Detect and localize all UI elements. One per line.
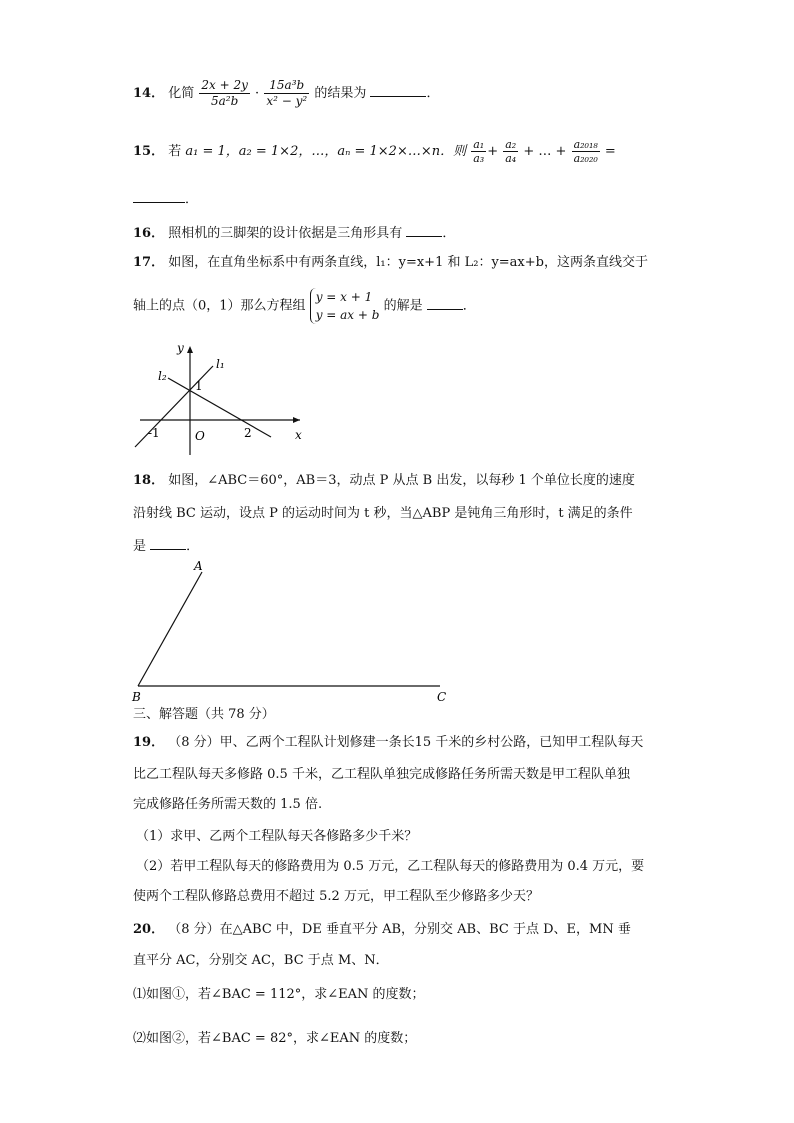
fraction-denominator: x² − y² bbox=[266, 94, 308, 108]
figure-17-coordinate-graph bbox=[130, 340, 310, 460]
question-20 bbox=[133, 921, 631, 939]
question-19 bbox=[133, 734, 643, 752]
question-15: 15． 若 a₁ = 1，a₂ = 1×2，…，aₙ = 1×2×…×n．则 $\frac{\text{a₁}}{\text{a₃}}$ + $\frac{\text{a₂}}{\text{a₄}}$ + … + $\frac{\text{a₂₀₁₈}}{\text{a₂₀₂₀}}$ = bbox=[133, 138, 616, 165]
question-18 bbox=[133, 472, 635, 490]
question-19-part1: （1）求甲、乙两个工程队每天各修路多少千米？ bbox=[136, 829, 418, 844]
origin-label: O bbox=[195, 429, 205, 443]
question-tail: 的解是 bbox=[383, 298, 423, 314]
question-18-line3: 是 ． bbox=[133, 539, 200, 554]
question-line: （8 分）甲、乙两个工程队计划修建一条长15 千米的乡村公路，已知甲工程队每天 bbox=[168, 735, 644, 750]
question-text: 照相机的三脚架的设计依据是三角形具有 bbox=[168, 226, 403, 241]
equation-2: y = ax + b bbox=[315, 308, 380, 322]
question-14: 14． 化简 $\frac{2x + 2y}{\text{5a²b}}$ · $\frac{\text{15a³b}}{\text{x² − y²}}$ 的结果为 ． bbox=[133, 78, 440, 108]
equation-system bbox=[310, 288, 380, 324]
question-number: 19． bbox=[133, 735, 165, 750]
question-17 bbox=[133, 254, 648, 272]
point-c-label: C bbox=[437, 690, 447, 704]
question-18-line2 bbox=[133, 505, 633, 523]
sequence-definition: a₁ = 1，a₂ = 1×2，…，aₙ = 1×2×…×n．则 bbox=[185, 144, 467, 159]
fraction-2 bbox=[264, 78, 309, 109]
fraction-1 bbox=[199, 78, 250, 109]
question-19-line2: 比乙工程队每天多修路 0.5 千米，乙工程队单独完成修路任务所需天数是甲工程队单独 bbox=[133, 767, 630, 782]
question-number: 18． bbox=[133, 473, 165, 488]
question-15-answer: ． bbox=[133, 190, 198, 209]
question-line: 沿射线 BC 运动，设点 P 的运动时间为 t 秒，当△ABP 是钝角三角形时，t 满足的条件 bbox=[133, 506, 633, 521]
sum-term-2 bbox=[503, 138, 518, 165]
l2-label: l₂ bbox=[158, 369, 167, 383]
question-number: 20． bbox=[133, 922, 165, 937]
y-axis-arrow bbox=[187, 346, 193, 353]
question-number: 16． bbox=[133, 226, 165, 241]
ellipsis-term: + … + bbox=[523, 144, 567, 159]
equation-1: y = x + 1 bbox=[315, 290, 373, 304]
question-line: 是 bbox=[133, 539, 147, 554]
question-19-part2-cont: 使两个工程队修路总费用不超过 5.2 万元，甲工程队至少修路多少天？ bbox=[133, 889, 539, 904]
tick-label-1: 1 bbox=[195, 379, 203, 393]
point-a-label: A bbox=[194, 559, 203, 573]
question-line: 如图，∠ABC＝60°，AB＝3，动点 P 从点 B 出发，以每秒 1 个单位长度的速度 bbox=[168, 473, 635, 488]
line-l2 bbox=[168, 378, 271, 437]
question-line: （8 分）在△ABC 中，DE 垂直平分 AB，分别交 AB、BC 于点 D、E，MN 垂 bbox=[168, 922, 631, 937]
segment-ab bbox=[138, 572, 202, 686]
tick-label-neg1: -1 bbox=[148, 426, 160, 440]
section-header: 三、解答题（共 78 分） bbox=[133, 707, 275, 722]
answer-blank bbox=[133, 190, 185, 203]
question-17-line2: 轴上的点（0，1）那么方程组 y = x + 1 y = ax + b 的解是 ． bbox=[133, 290, 476, 322]
question-lead: 若 bbox=[168, 144, 182, 159]
fraction-denominator: 5a²b bbox=[211, 94, 239, 108]
x-axis-arrow bbox=[293, 417, 300, 423]
fraction-numerator: 2x + 2y bbox=[201, 78, 248, 92]
sum-term-1 bbox=[471, 138, 486, 165]
l1-label: l₁ bbox=[216, 357, 225, 371]
question-16: 16． 照相机的三脚架的设计依据是三角形具有 ． bbox=[133, 226, 456, 241]
question-19-line3: 完成修路任务所需天数的 1.5 倍. bbox=[133, 797, 323, 812]
question-number: 14． bbox=[133, 86, 165, 101]
answer-blank bbox=[406, 224, 442, 237]
question-lead: 化简 bbox=[168, 86, 195, 101]
tick-label-2: 2 bbox=[244, 426, 252, 440]
x-axis-label: x bbox=[295, 428, 302, 442]
answer-blank bbox=[370, 84, 426, 97]
fraction-numerator: a₁ bbox=[473, 138, 485, 151]
y-axis-label: y bbox=[177, 341, 184, 355]
question-line: 如图，在直角坐标系中有两条直线，l₁：y=x+1 和 L₂：y=ax+b，这两条直线交于 bbox=[168, 255, 648, 270]
question-number: 15． bbox=[133, 144, 165, 159]
question-20-part2: ⑵如图②，若∠BAC = 82°，求∠EAN 的度数； bbox=[133, 1031, 417, 1046]
question-tail: 的结果为 bbox=[314, 86, 367, 101]
figure-18-angle bbox=[130, 558, 460, 706]
point-b-label: B bbox=[132, 690, 141, 704]
question-20-line2: 直平分 AC，分别交 AC，BC 于点 M、N． bbox=[133, 953, 389, 968]
sum-term-last bbox=[572, 138, 600, 165]
fraction-numerator: a₂₀₁₈ bbox=[573, 138, 598, 151]
question-line: 轴上的点（0，1）那么方程组 bbox=[133, 298, 306, 314]
question-20-part1: ⑴如图①，若∠BAC = 112°，求∠EAN 的度数； bbox=[133, 987, 425, 1002]
answer-blank bbox=[427, 297, 463, 310]
equals-sign: = bbox=[604, 144, 616, 159]
question-19-part2: （2）若甲工程队每天的修路费用为 0.5 万元，乙工程队每天的修路费用为 0.4 万元，要 bbox=[136, 859, 645, 874]
answer-blank bbox=[150, 537, 186, 550]
fraction-numerator: a₂ bbox=[505, 138, 517, 151]
fraction-denominator: a₃ bbox=[473, 152, 485, 165]
fraction-denominator: a₄ bbox=[505, 152, 517, 165]
multiply-dot: · bbox=[255, 86, 260, 101]
fraction-denominator: a₂₀₂₀ bbox=[573, 152, 598, 165]
question-number: 17． bbox=[133, 255, 165, 270]
fraction-numerator: 15a³b bbox=[264, 78, 309, 94]
